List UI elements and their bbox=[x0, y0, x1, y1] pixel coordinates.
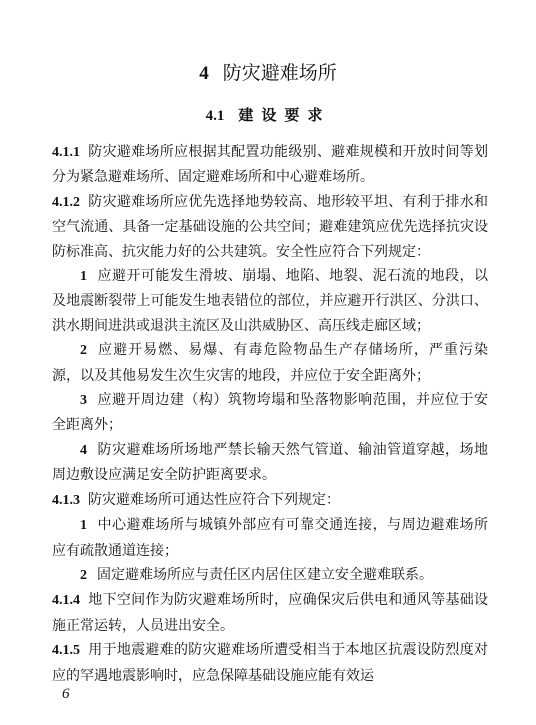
list-item bbox=[52, 388, 488, 438]
item-text: 中心避难场所与城镇外部应有可靠交通连接，与周边避难场所应有疏散通道连接； bbox=[52, 517, 488, 559]
item-text: 应避开可能发生滑坡、崩塌、地陷、地裂、泥石流的地段，以及地震断裂带上可能发生地表错位的部位，并应避开行洪区、分洪口、洪水期间进洪或退洪主流区及山洪威胁区、高压线走廊区域； bbox=[52, 268, 488, 334]
item-text: 防灾避难场所场地严禁长输天然气管道、输油管道穿越，场地周边敷设应满足安全防护距离要求。 bbox=[52, 441, 488, 484]
body-text bbox=[52, 140, 488, 688]
clause-4-1-4 bbox=[52, 588, 488, 638]
clause-number: 4.1.2 bbox=[52, 194, 80, 210]
page-number: 6 bbox=[62, 686, 70, 702]
clause-text: 防灾避难场所应优先选择地势较高、地形较平坦、有利于排水和空气流通、具备一定基础设施的公共空间；避难建筑应优先选择抗灾设防标准高、抗灾能力好的公共建筑。安全性应符合下列规定： bbox=[52, 193, 488, 260]
item-text: 固定避难场所应与责任区内居住区建立安全避难联系。 bbox=[97, 566, 433, 583]
section-number: 4.1 bbox=[205, 108, 225, 124]
clause-4-1-3 bbox=[52, 488, 488, 513]
list-item bbox=[52, 513, 488, 563]
list-item bbox=[52, 438, 488, 488]
clause-4-1-5 bbox=[52, 638, 488, 688]
item-text: 应避开易燃、易爆、有毒危险物品生产存储场所，严重污染源，以及其他易发生次生灾害的地段，并应位于安全距离外； bbox=[52, 342, 488, 384]
item-number: 2 bbox=[80, 567, 87, 583]
clause-number: 4.1.4 bbox=[52, 593, 80, 609]
section-title: 建设要求 bbox=[238, 106, 331, 124]
clause-text: 用于地震避难的防灾避难场所遭受相当于本地区抗震设防烈度对应的罕遇地震影响时，应急保障基础设施应能有效运 bbox=[52, 642, 488, 684]
clause-number: 4.1.1 bbox=[52, 145, 80, 160]
list-item bbox=[52, 264, 488, 338]
list-item bbox=[52, 338, 488, 388]
item-number: 2 bbox=[80, 343, 87, 359]
clause-4-1-1 bbox=[52, 140, 488, 190]
section-heading bbox=[0, 104, 536, 127]
item-number: 3 bbox=[80, 393, 87, 409]
clause-text: 防灾避难场所可通达性应符合下列规定： bbox=[88, 491, 340, 508]
clause-4-1-2 bbox=[52, 190, 488, 264]
chapter-heading bbox=[0, 60, 536, 87]
clause-number: 4.1.5 bbox=[52, 643, 80, 659]
item-number: 1 bbox=[80, 269, 87, 285]
list-item bbox=[52, 563, 488, 588]
item-text: 应避开周边建（构）筑物垮塌和坠落物影响范围，并应位于安全距离外； bbox=[52, 392, 488, 434]
item-number: 1 bbox=[80, 518, 87, 534]
item-number: 4 bbox=[80, 442, 87, 458]
clause-text: 地下空间作为防灾避难场所时，应确保灾后供电和通风等基础设施正常运转，人员进出安全。 bbox=[52, 592, 488, 634]
clause-number: 4.1.3 bbox=[52, 492, 80, 508]
chapter-number: 4 bbox=[199, 63, 209, 84]
chapter-title: 防灾避难场所 bbox=[222, 62, 337, 84]
clause-text: 防灾避难场所应根据其配置功能级别、避难规模和开放时间等划分为紧急避难场所、固定避难场所和中心避难场所。 bbox=[52, 144, 488, 186]
